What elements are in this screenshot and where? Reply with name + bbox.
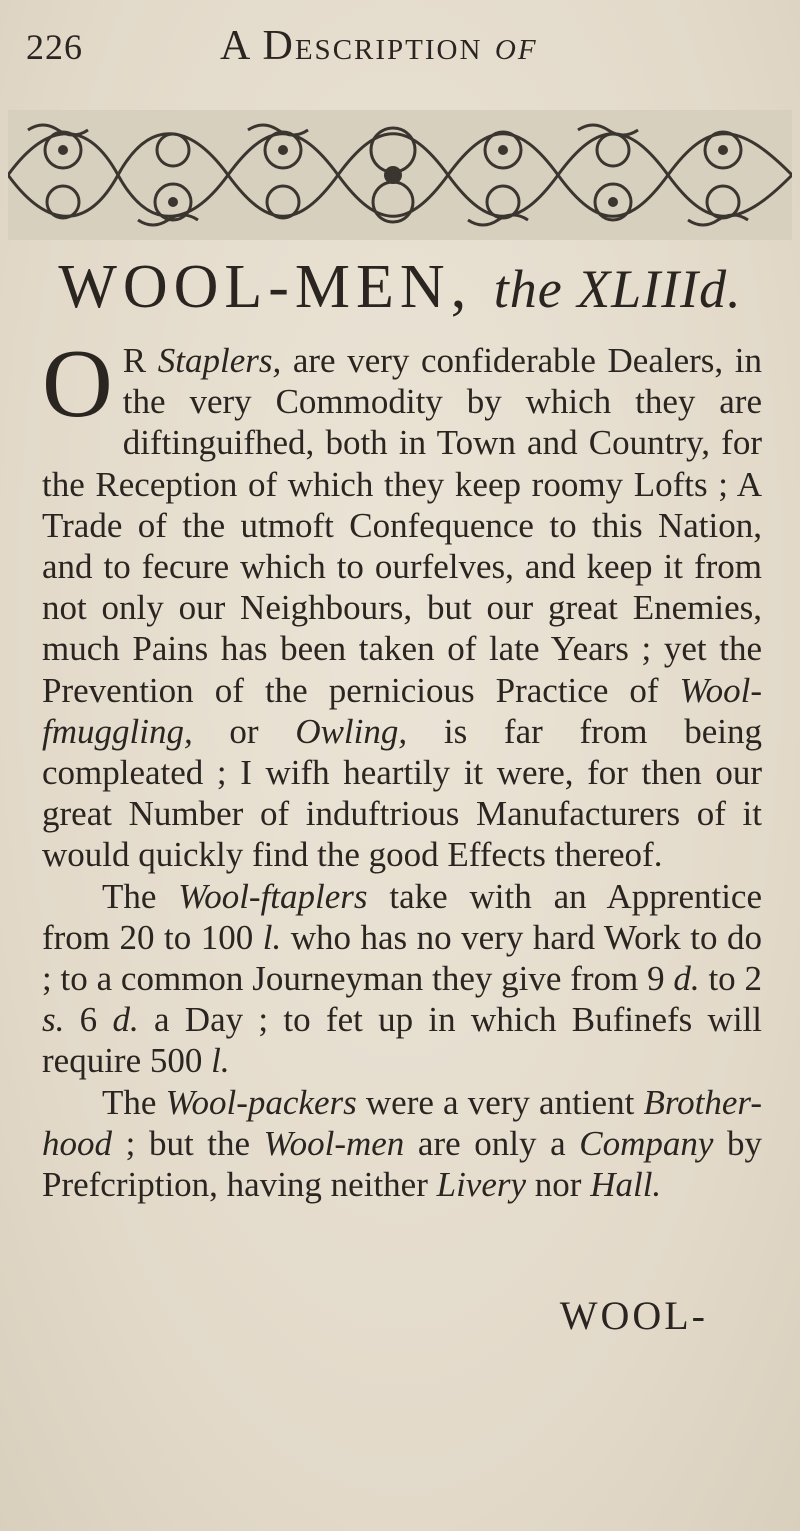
text-run: who has no very hard Work to do ; to a common Journeyman they give from 9: [42, 917, 762, 999]
text-run: by Prefcription, having neither: [42, 1123, 763, 1205]
text-run: take with an Apprentice from 20 to 100: [42, 876, 763, 957]
paragraph-2: [42, 876, 762, 1082]
text-run: are very confiderable Dealers, in the very Commodity by which they are diftinguifhed, both in Town and Country, for the Reception of which they keep roomy Lofts ; A Trade of the utmoft Confequence to this Nation, and to fecure which to ourfelves, and keep it from not only our Neighbours, but our great Enemies, much Pains has been taken of late Years ; yet the Prevention of the pernicious Practice of: [42, 341, 762, 710]
body-text: [42, 330, 763, 1205]
text-run: to 2: [699, 959, 762, 999]
text-run: is far from being compleated ; I wifh heartily it were, for then our great Number of induftrious Manufacturers of it would quickly find the good Effects thereof.: [42, 711, 763, 875]
chapter-title-sub: the XLIIId.: [493, 259, 742, 319]
drop-cap: O: [42, 330, 113, 438]
paragraph-3: [42, 1082, 762, 1206]
paragraph-1: [42, 330, 763, 876]
text-run: ; but the: [112, 1123, 264, 1163]
running-title: [220, 22, 538, 70]
chapter-title-main: WOOL-MEN,: [58, 253, 473, 321]
italic-run: s.: [42, 1000, 65, 1040]
floral-headpiece-icon: [8, 110, 792, 240]
text-run: are only a: [404, 1123, 580, 1163]
italic-run: Staplers,: [157, 341, 282, 380]
italic-run: Wool-fmuggling,: [42, 670, 762, 751]
running-head: [20, 14, 780, 84]
italic-run: Wool-packers: [165, 1082, 357, 1122]
italic-run: l.: [211, 1041, 230, 1081]
text-run: The: [102, 876, 179, 916]
page-number: 226: [26, 27, 83, 67]
text-run: nor: [526, 1165, 591, 1205]
text-run: a Day ; to fet up in which Bufinefs will require 500: [42, 1000, 763, 1081]
running-title-text: A Description: [220, 23, 483, 69]
chapter-title: [0, 252, 800, 323]
text-run: The: [102, 1082, 166, 1122]
italic-run: Hall.: [590, 1165, 662, 1205]
italic-run: Wool-men: [263, 1123, 405, 1163]
text-run: 6: [64, 1000, 113, 1040]
text-run: were a very antient: [356, 1082, 644, 1122]
italic-run: l.: [262, 917, 282, 957]
italic-run: Brother-hood: [42, 1082, 762, 1163]
italic-run: d.: [673, 959, 700, 999]
italic-run: Wool-ftaplers: [178, 876, 368, 916]
italic-run: d.: [112, 1000, 139, 1040]
running-title-of: of: [494, 23, 538, 69]
italic-run: Owling,: [295, 711, 408, 751]
catchword: WOOL-: [559, 1293, 708, 1338]
text-run: R: [122, 341, 158, 380]
italic-run: Company: [579, 1123, 714, 1163]
text-run: or: [192, 711, 296, 751]
italic-run: Livery: [436, 1165, 527, 1205]
